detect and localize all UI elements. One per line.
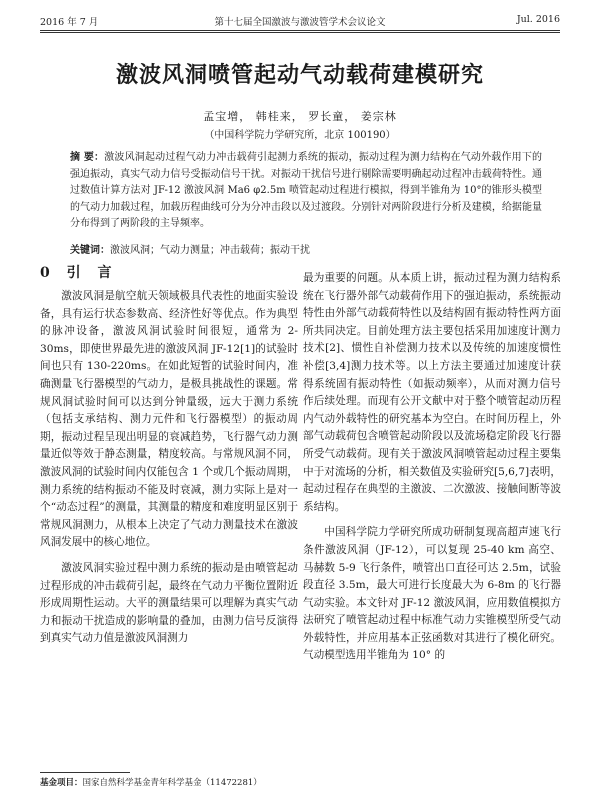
keywords (70, 241, 542, 256)
footnote (40, 776, 262, 788)
abstract-text: 激波风洞起动过程气动力冲击载荷引起测力系统的振动，振动过程为测力结构在气动外载作用下的强迫振动，真实气动力信号受振动信号干扰。对振动干扰信号进行剔除需要明确起动过程冲击载荷特性。通过数值计算方法对 JF-12 激波风洞 Ma6 φ2.5m 喷管起动过程进行模拟，得到半锥角为 10°的锥形头模型的气动力加载过程，加载历程曲线可分为分冲击段以及过渡段。分别针对两阶段进行分析及建模，给据能量分布得到了两阶段的主导频率。 (70, 152, 543, 229)
abstract-label: 摘 要： (70, 152, 105, 163)
header-conference: 第十七届全国激波与激波管学术会议论文 (214, 17, 386, 28)
paragraph: 激波风洞实验过程中测力系统的振动是由喷管起动过程形成的冲击载荷引起，最终在气动力平衡位置附近形成周期性运动。大平的测量结果可以理解为真实气动力和振动干扰造成的影响量的叠加，由测力信号反演得到真实气动力值是激波风洞测力 (40, 561, 298, 645)
footnote-label: 基金项目： (40, 778, 83, 788)
paper-title: 激波风洞喷管起动气动载荷建模研究 (115, 62, 484, 88)
keywords-text: 激波风洞；气动力测量；冲击载荷；振动干扰 (110, 245, 310, 256)
running-header (40, 14, 560, 30)
header-rule-double (40, 32, 560, 33)
footnote-rule (40, 772, 130, 773)
header-date: 2016 年 7 月 (40, 17, 99, 28)
abstract (70, 150, 542, 233)
paragraph: 激波风洞是航空航天领域极具代表性的地面实验设备，具有运行状态参数高、经济性好等优点。作为典型的脉冲设备，激波风洞试验时间很短，通常为 2-30ms，即使世界最先进的激波风洞 JF-12[1]的试验时间也只有 130-220ms。在如此短暂的试验时间内，准确测量飞行器模型的气动力，是极具挑战性的课题。常规风洞试验时间可以达到分钟量级，远大于测力系统（包括支承结构、测力元件和飞行器模型）的振动周期，振动过程呈现出明显的衰减趋势，飞行器气动力测量近似等效于静态测量，精度较高。与常规风洞不同，激波风洞的试验时间内仅能包含 1 个或几个振动周期，测力系统的结构振动不能及时衰减，测力实际上是对一个“动态过程”的测量，其测量的精度和难度明显区别于常规风洞测力，从根本上决定了气动力测量技术在激波风洞发展中的核心地位。 (40, 290, 298, 549)
paragraph: 中国科学院力学研究所成功研制复现高超声速飞行条件激波风洞（JF-12），可以复现 25-40 km 高空、马赫数 5-9 飞行条件，喷管出口直径可达 2.5m，试验段直径 3.5m，最大可进行长度最大为 6-8m 的飞行器气动实验。本文针对 JF-12 激波风洞，应用数值模拟方法研究了喷管起动过程中标准气动力实锥模型所受气动外载特性，并应用基本正弦函数对其进行了模化研究。气动模型选用半锥角为 10° 的 (303, 526, 561, 662)
section-number: 0 (40, 265, 56, 281)
right-column (303, 270, 561, 665)
paragraph: 最为重要的问题。从本质上讲，振动过程为测力结构系统在飞行器外部气动载荷作用下的强迫振动，系统振动特性由外部气动载荷特性以及结构固有振动特性两方面所共同决定。目前处理方法主要包括采用加速度计测力技术[2]、惯性自补偿测力技术以及传统的加速度惯性补偿[3,4]测力技术等。以上方法主要通过加速度计获得系统固有振动特性（如振动频率），从而对测力信号作后续处理。而现有公开文献中对于整个喷管起动历程内气动外载特性的研究基本为空白。在时间历程上，外部气动载荷包含喷管起动阶段以及流场稳定阶段飞行器所受气动载荷。现有关于激波风洞喷管起动过程主要集中于对流场的分析，相关数值及实验研究[5,6,7]表明，起动过程存在典型的主激波、二次激波、接触间断等波系结构。 (303, 272, 561, 513)
header-rule (40, 30, 560, 31)
header-date-en: Jul. 2016 (516, 14, 560, 25)
affiliation: （中国科学院力学研究所，北京 100190） (204, 130, 396, 141)
footnote-text: 国家自然科学基金青年科学基金（11472281） (82, 778, 262, 788)
author-list: 孟宝增， 韩桂来， 罗长童， 姜宗林 (203, 110, 397, 123)
left-column (40, 288, 298, 648)
keywords-label: 关键词： (70, 245, 110, 256)
section-title: 引 言 (66, 265, 118, 281)
section-heading (40, 262, 118, 282)
